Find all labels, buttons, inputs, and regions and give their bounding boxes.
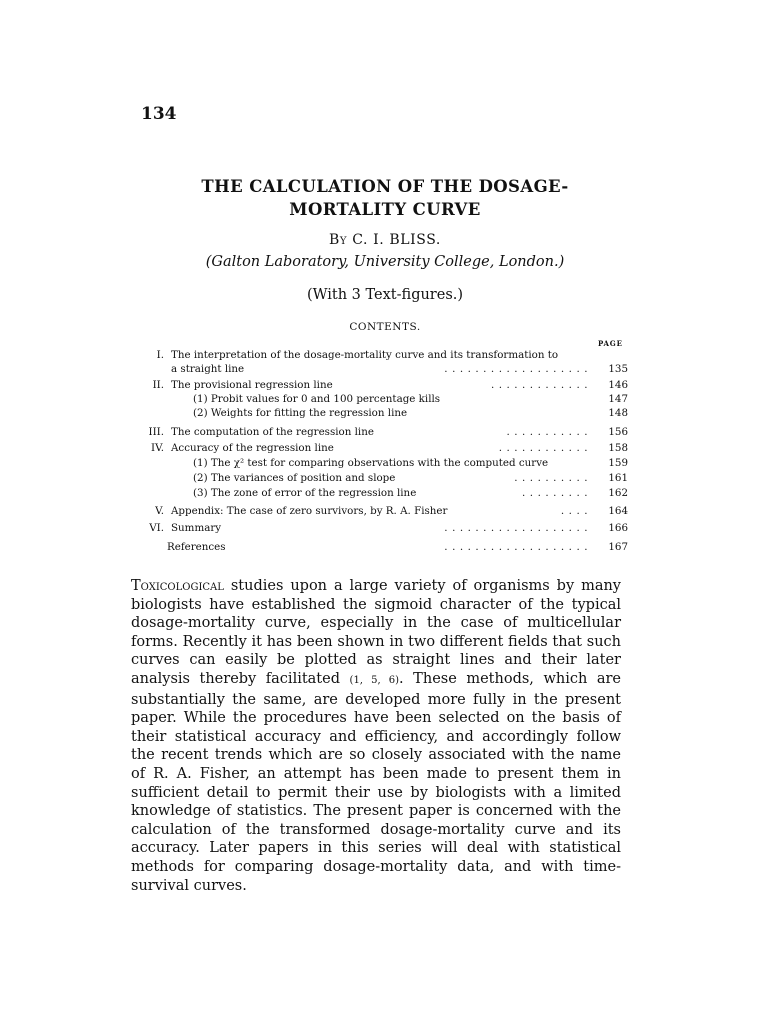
toc-row (0, 540, 768, 554)
toc-page-number: 156 (608, 426, 628, 438)
figures-note: (With 3 Text-figures.) (306, 287, 464, 303)
toc-entry-title: References (167, 541, 226, 553)
toc-row (0, 441, 768, 455)
author-prefix: By (329, 232, 348, 248)
toc-dot-leader: ............ (498, 442, 592, 454)
toc-row (0, 348, 768, 362)
toc-row (0, 362, 768, 376)
toc-entry-title: Appendix: The case of zero survivors, by R. A. Fisher (171, 505, 448, 517)
toc-entry-title: (1) Probit values for 0 and 100 percentage kills (193, 393, 441, 405)
toc-section-number: I. (156, 349, 164, 361)
toc-dot-leader: .... (560, 505, 592, 517)
contents-heading: CONTENTS. (349, 321, 421, 333)
toc-page-number: 166 (608, 522, 628, 534)
toc-entry-title: The computation of the regression line (171, 426, 374, 438)
lead-word: Toxicological (131, 578, 224, 594)
toc-page-number: 159 (608, 457, 628, 469)
article-title (130, 175, 640, 221)
author-name: C. I. BLISS. (352, 232, 441, 248)
toc-dot-leader: ................... (444, 541, 592, 553)
toc-entry-title: Accuracy of the regression line (171, 442, 334, 454)
toc-row (0, 378, 768, 392)
title-line-2: MORTALITY CURVE (289, 200, 481, 219)
page-column-label: PAGE (598, 339, 623, 348)
toc-page-number: 162 (608, 487, 628, 499)
toc-page-number: 158 (608, 442, 628, 454)
toc-row (0, 504, 768, 518)
author-line (130, 232, 640, 248)
toc-page-number: 164 (608, 505, 628, 517)
toc-section-number: V. (155, 505, 164, 517)
toc-row (0, 471, 768, 485)
toc-page-number: 146 (608, 379, 628, 391)
body-text-part-1: studies upon a large variety of organisms by many biologists have established the sigmoid character of the typical dosage-mortality curve, especially in the case of multicellular forms. Recently it has been shown in two different fields that such curves can easily be plotted as straight lines and their later analysis thereby facilitated (131, 578, 621, 687)
toc-dot-leader: ........... (506, 426, 592, 438)
toc-row (0, 406, 768, 420)
toc-entry-title: a straight line (171, 363, 245, 375)
toc-row (0, 521, 768, 535)
toc-entry-title: (3) The zone of error of the regression line (193, 487, 417, 499)
toc-row (0, 486, 768, 500)
toc-page-number: 147 (608, 393, 628, 405)
toc-entry-title: (2) The variances of position and slope (193, 472, 396, 484)
toc-entry-title: Summary (171, 522, 222, 534)
toc-page-number: 161 (608, 472, 628, 484)
toc-dot-leader: ................... (444, 522, 592, 534)
toc-row (0, 392, 768, 406)
toc-page-number: 135 (608, 363, 628, 375)
toc-dot-leader: .......... (514, 472, 592, 484)
toc-section-number: VI. (149, 522, 164, 534)
toc-section-number: III. (148, 426, 164, 438)
toc-row (0, 425, 768, 439)
toc-entry-title: The interpretation of the dosage-mortality curve and its transformation to (171, 349, 559, 361)
toc-section-number: IV. (151, 442, 164, 454)
toc-dot-leader: ............. (490, 379, 592, 391)
toc-entry-title: (2) Weights for fitting the regression line (193, 407, 408, 419)
body-paragraph (131, 577, 621, 895)
title-line-1: THE CALCULATION OF THE DOSAGE- (201, 177, 569, 196)
toc-entry-title: (1) The χ² test for comparing observations with the computed curve (193, 457, 549, 469)
toc-page-number: 148 (608, 407, 628, 419)
toc-page-number: 167 (608, 541, 628, 553)
toc-entry-title: The provisional regression line (171, 379, 333, 391)
toc-dot-leader: ................... (444, 363, 592, 375)
toc-section-number: II. (152, 379, 164, 391)
affiliation: (Galton Laboratory, University College, London.) (205, 254, 565, 270)
page-number: 134 (141, 104, 177, 124)
citation: (1, 5, 6) (349, 674, 400, 686)
body-text-part-2: . These methods, which are substantially the same, are developed more fully in the present paper. While the procedures have been selected on the basis of their statistical accuracy and efficiency, and accordingly follow the recent trends which are so closely associated with the name of R. A. Fisher, an attempt has been made to present them in sufficient detail to permit their use by biologists with a limited knowledge of statistics. The present paper is concerned with the calculation of the transformed dosage-mortality curve and its accuracy. Later papers in this series will deal with statistical methods for comparing dosage-mortality data, and with time-survival curves. (131, 670, 621, 894)
toc-dot-leader: ......... (522, 487, 592, 499)
toc-row (0, 456, 768, 470)
